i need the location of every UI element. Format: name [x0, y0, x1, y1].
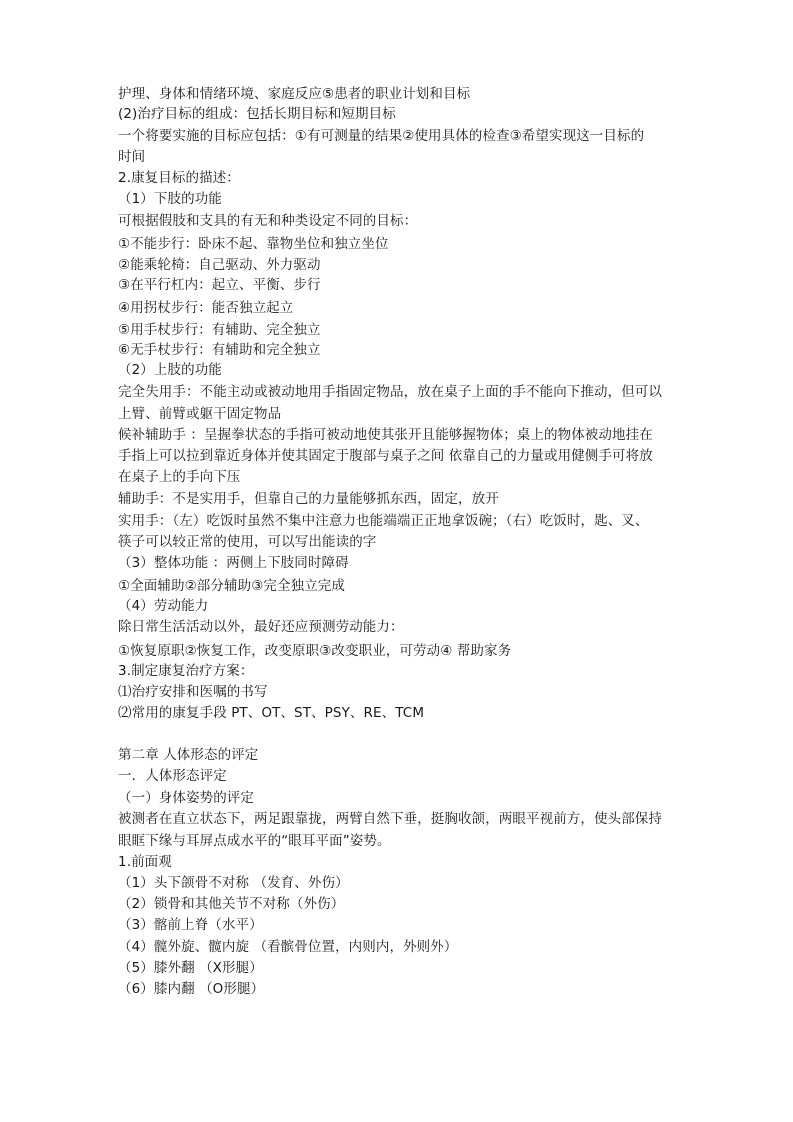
list-item: （3）髂前上脊（水平） [118, 917, 263, 933]
list-item: ①恢复原职②恢复工作，改变原职③改变职业，可劳动④ 帮助家务 [118, 643, 512, 659]
list-item: ③在平行杠内：起立、平衡、步行 [118, 277, 321, 293]
list-item: ⑵常用的康复手段 PT、OT、ST、PSY、RE、TCM [118, 705, 425, 721]
section-heading: 3.制定康复治疗方案： [118, 663, 254, 679]
list-item: ①全面辅助②部分辅助③完全独立完成 [118, 578, 346, 594]
subsection-heading: （2）上肢的功能 [118, 362, 222, 378]
list-item: （2）锁骨和其他关节不对称（外伤） [118, 896, 345, 912]
text-line: 上臂、前臂或躯干固定物品 [118, 406, 282, 422]
text-line: 手指上可以拉到靠近身体并使其固定于腹部与桌子之间 依靠自己的力量或用健侧手可将放 [118, 448, 653, 464]
text-line: 除日常生活活动以外，最好还应预测劳动能力： [118, 619, 404, 635]
section-heading: 2.康复目标的描述： [118, 170, 240, 186]
subsection-heading: （1）下肢的功能 [118, 191, 222, 207]
text-line: 可根据假肢和支具的有无和种类设定不同的目标： [118, 213, 418, 229]
list-item: （1）头下颌骨不对称 （发育、外伤） [118, 875, 349, 891]
text-line: 被测者在直立状态下，两足跟靠拢，两臂自然下垂，挺胸收颌，两眼平视前方，使头部保持 [118, 811, 662, 827]
text-line: 时间 [118, 149, 146, 165]
text-line: (2)治疗目标的组成：包括长期目标和短期目标 [118, 106, 396, 122]
subsection-heading: （4）劳动能力 [118, 598, 209, 614]
list-item: ⑥无手杖步行：有辅助和完全独立 [118, 342, 321, 358]
list-item: ④用拐杖步行：能否独立起立 [118, 300, 294, 316]
chapter-heading: 第二章 人体形态的评定 [118, 747, 259, 763]
text-line: 实用手：（左）吃饭时虽然不集中注意力也能端端正正地拿饭碗；（右）吃饭时，匙、叉、 [118, 513, 649, 529]
text-line: 一个将要实施的目标应包括：①有可测量的结果②使用具体的检查③希望实现这一目标的 [118, 128, 645, 144]
subsection-heading: （3）整体功能 ：两侧上下肢同时障碍 [118, 555, 349, 571]
list-item: ①不能步行：卧床不起、靠物坐位和独立坐位 [118, 236, 389, 252]
text-line: 护理、身体和情绪环境、家庭反应⑤患者的职业计划和目标 [118, 86, 471, 102]
list-item: ⑤用手杖步行：有辅助、完全独立 [118, 322, 321, 338]
text-line: 候补辅助手 ：呈握拳状态的手指可被动地使其张开且能够握物体；桌上的物体被动地挂在 [118, 427, 653, 443]
section-heading: 1.前面观 [118, 854, 172, 870]
text-line: 在桌子上的手向下压 [118, 469, 241, 485]
subsection-heading: （一）身体姿势的评定 [118, 790, 254, 806]
text-line: 完全失用手：不能主动或被动地用手指固定物品，放在桌子上面的手不能向下推动，但可以 [118, 384, 662, 400]
text-line: 筷子可以较正常的使用，可以写出能读的字 [118, 534, 377, 550]
list-item: （5）膝外翻 （X形腿） [118, 960, 263, 976]
text-line: 辅助手：不是实用手，但靠自己的力量能够抓东西，固定，放开 [118, 491, 499, 507]
list-item: （4）髋外旋、髋内旋 （看髌骨位置，内则内，外则外） [118, 939, 458, 955]
list-item: ②能乘轮椅：自己驱动、外力驱动 [118, 257, 321, 273]
list-item: （6）膝内翻 （O形腿） [118, 981, 265, 997]
section-heading: 一．人体形态评定 [118, 768, 227, 784]
list-item: ⑴治疗安排和医嘱的书写 [118, 684, 268, 700]
text-line: 眼眶下缘与耳屏点成水平的“眼耳平面”姿势。 [118, 833, 391, 849]
